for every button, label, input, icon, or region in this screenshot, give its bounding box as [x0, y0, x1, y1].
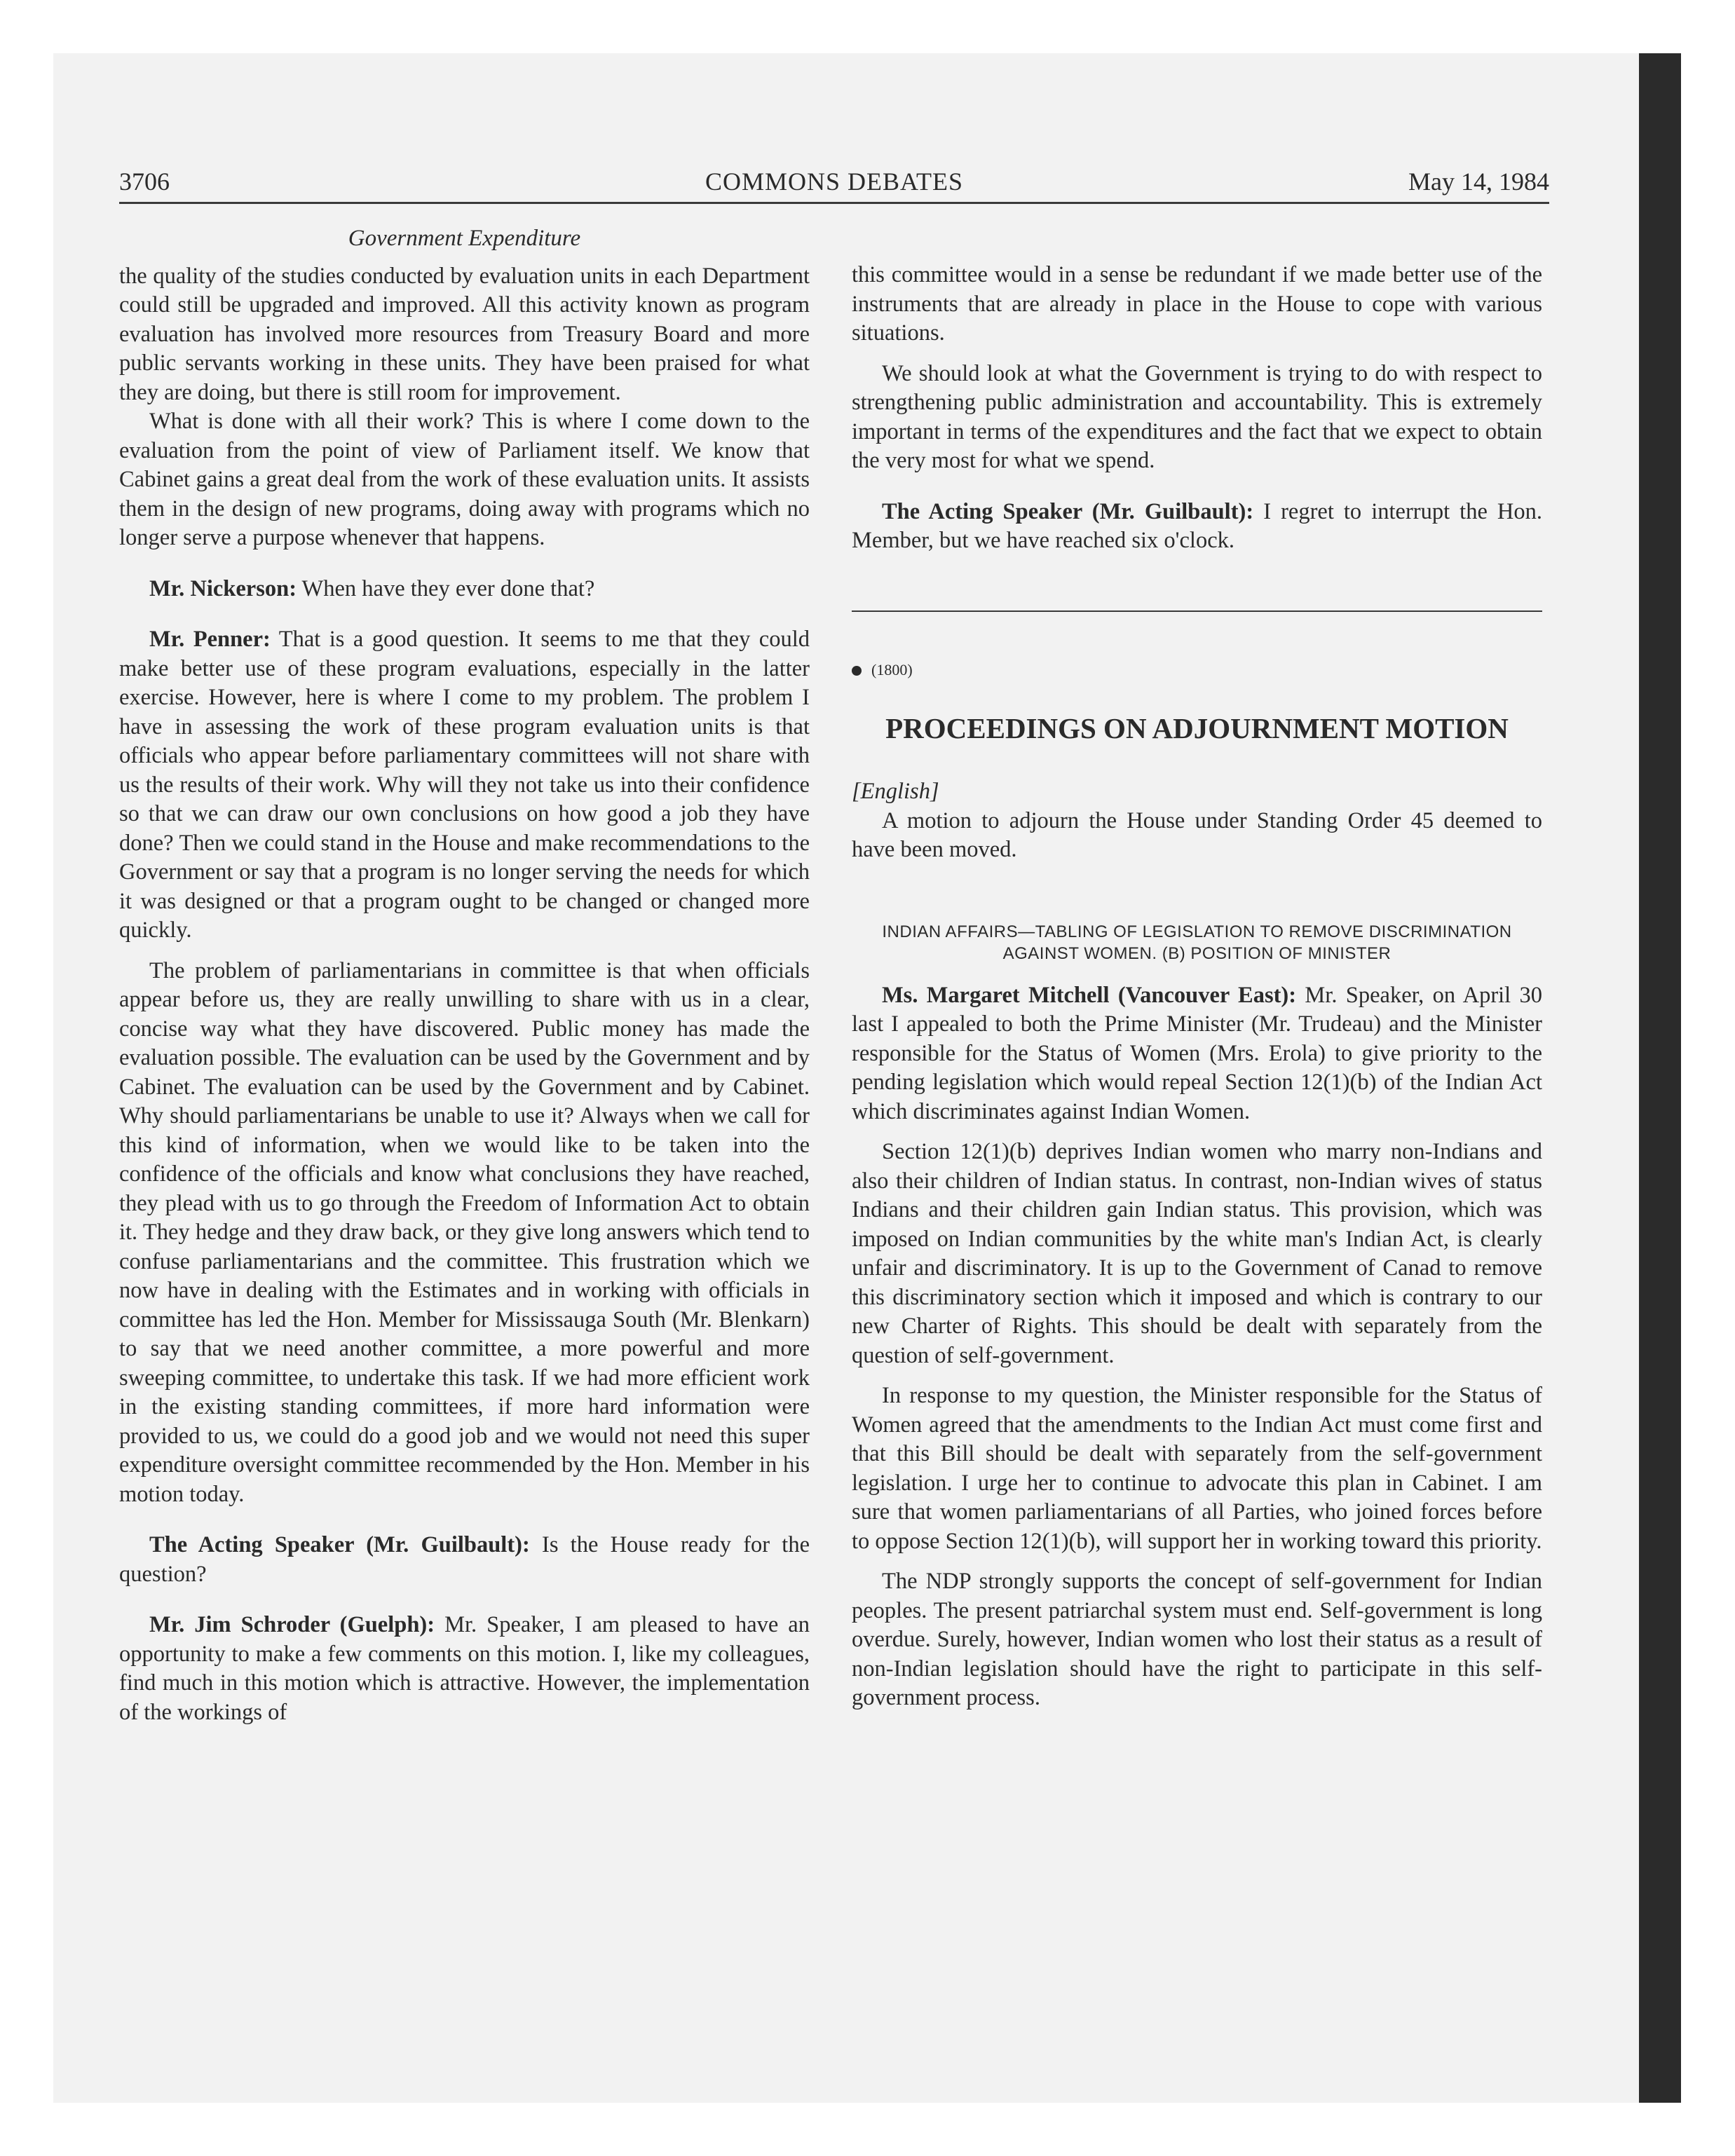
- paragraph: Section 12(1)(b) deprives Indian women who marry non-Indians and also their children of Indian status. In contrast, non-Indian wives of status Indians and their children gain Indian status. This provision, which was imposed on Indian communities by the white man's Indian Act, is clearly unfair and discriminatory. It is up to the Government of Canad to remove this discriminatory section which it imposed and which is contrary to our new Charter of Rights. This should be dealt with separately from the question of self-government.: [852, 1139, 1542, 1368]
- speech-text: Mr. Speaker, on April 30 last I appealed to both the Prime Minister (Mr. Trudeau) and the Minister responsible for the Status of Women (Mrs. Erola) to give priority to the pending legislation which would repeal Section 12(1)(b) of the Indian Act which discriminates against Indian Women.: [852, 982, 1543, 1124]
- header-rule: [119, 202, 1549, 204]
- speaker-name: Ms. Margaret Mitchell (Vancouver East):: [882, 982, 1297, 1008]
- speech-acting-speaker: [119, 1531, 810, 1589]
- speech-text: I regret to interrupt the Hon. Member, but we have reached six o'clock.: [852, 498, 1543, 553]
- paragraph: We should look at what the Government is trying to do with respect to strengthening public administration and accountability. This is extremely important in terms of the expenditures and the fact that we expect to obtain the very most for what we spend.: [852, 360, 1542, 473]
- section-divider: [852, 610, 1542, 612]
- issue-date: May 14, 1984: [1408, 168, 1549, 196]
- time-stamp: [852, 655, 1542, 685]
- speech-penner: [119, 625, 810, 946]
- speech-schroder: [119, 1611, 810, 1727]
- journal-title: COMMONS DEBATES: [705, 168, 964, 196]
- paragraph: The NDP strongly supports the concept of self-government for Indian peoples. The present patriarchal system must end. Self-government is long overdue. Surely, however, Indian women who lost their status as a result of non-Indian legislation should have the right to participate in this self-government process.: [852, 1569, 1542, 1710]
- paragraph: In response to my question, the Minister responsible for the Status of Women agreed that the amendments to the Indian Act must come first and that this Bill should be dealt with separately from the self-government legislation. I urge her to continue to advocate this plan in Cabinet. I am sure that women parliamentarians of all Parties, who joined forces before to oppose Section 12(1)(b), will support her in working toward this priority.: [852, 1383, 1542, 1554]
- page-number: 3706: [119, 168, 170, 196]
- speech-acting-speaker: [852, 498, 1542, 556]
- paragraph: The problem of parliamentarians in committee is that when officials appear before us, they are really unwilling to share with us in a clear, concise way what they have discovered. Public money has made the evaluation possible. The evaluation can be used by the Government and by Cabinet. The evaluation can be used by the Government and by Cabinet. Why should parliamentarians be unable to use it? Always when we call for this kind of information, when we would like to be taken into the confidence of the officials and know what conclusions they have reached, they plead with us to go through the Freedom of Information Act to obtain it. They hedge and they draw back, or they give long answers which tend to confuse parliamentarians and the committee. This frustration which we now have in dealing with the Estimates and in working with officials in committee has led the Hon. Member for Mississauga South (Mr. Blenkarn) to say that we need another committee, a more powerful and more sweeping committee, to undertake this task. If we had more efficient work in the existing standing committees, if more hard information were provided to us, we could do a good job and we would not need this super expenditure oversight committee recommended by the Hon. Member in his motion today.: [119, 957, 810, 1507]
- motion-text: A motion to adjourn the House under Standing Order 45 deemed to have been moved.: [852, 807, 1542, 862]
- section-title: PROCEEDINGS ON ADJOURNMENT MOTION: [885, 712, 1509, 744]
- speaker-name: The Acting Speaker (Mr. Guilbault):: [149, 1532, 530, 1557]
- paragraph: What is done with all their work? This is where I come down to the evaluation from the point of view of Parliament itself. We know that Cabinet gains a great deal from the work of these evaluation units. It assists them in the design of new programs, doing away with programs which no longer serve a purpose whenever that happens.: [119, 409, 810, 550]
- speaker-name: Mr. Penner:: [149, 627, 271, 652]
- speech-text: Is the House ready for the question?: [119, 1532, 810, 1587]
- scan-edge-bar: [1639, 53, 1681, 2103]
- bullet-icon: [852, 666, 862, 676]
- language-tag: [English]: [852, 779, 939, 804]
- paragraph: the quality of the studies conducted by evaluation units in each Department could still be upgraded and improved. All this activity known as program evaluation has involved more resources from Treasury Board and more public servants working in these units. They have been praised for what they are doing, but there is still room for improvement.: [119, 263, 810, 405]
- page-header: [119, 167, 1549, 206]
- speech-text: That is a good question. It seems to me that they could make better use of these program evaluations, especially in the latter exercise. However, here is where I come to my problem. The problem I have in assessing the work of these program evaluation units is that officials who appear before parliamentary committees will not share with us the results of their work. Why will they not take us into their confidence so that we can draw our own conclusions on how good a job they have done? Then we could stand in the House and make recommendations to the Government or say that a program is no longer serving the needs for which it was designed or that a program ought to be changed or changed more quickly.: [119, 627, 810, 943]
- speech-nickerson: [119, 575, 810, 604]
- speech-text: Mr. Speaker, I am pleased to have an opportunity to make a few comments on this motion. I, like my colleagues, find much in this motion which is attractive. However, the implementation of the workings of: [119, 1612, 810, 1725]
- debate-subhead: INDIAN AFFAIRS—TABLING OF LEGISLATION TO REMOVE DISCRIMINATION AGAINST WOMEN. (B) POSITION OF MINISTER: [882, 922, 1512, 963]
- left-column: [119, 224, 810, 1727]
- speech-text: When have they ever done that?: [297, 575, 595, 601]
- speech-mitchell: [852, 981, 1542, 1127]
- speaker-name: The Acting Speaker (Mr. Guilbault):: [882, 498, 1254, 524]
- running-head: Government Expenditure: [348, 226, 581, 251]
- speaker-name: Mr. Nickerson:: [149, 575, 297, 601]
- speaker-name: Mr. Jim Schroder (Guelph):: [149, 1612, 435, 1637]
- time-stamp-text: (1800): [871, 660, 913, 678]
- right-column: [852, 261, 1542, 1713]
- paragraph: this committee would in a sense be redundant if we made better use of the instruments that are already in place in the House to cope with various situations.: [852, 262, 1542, 346]
